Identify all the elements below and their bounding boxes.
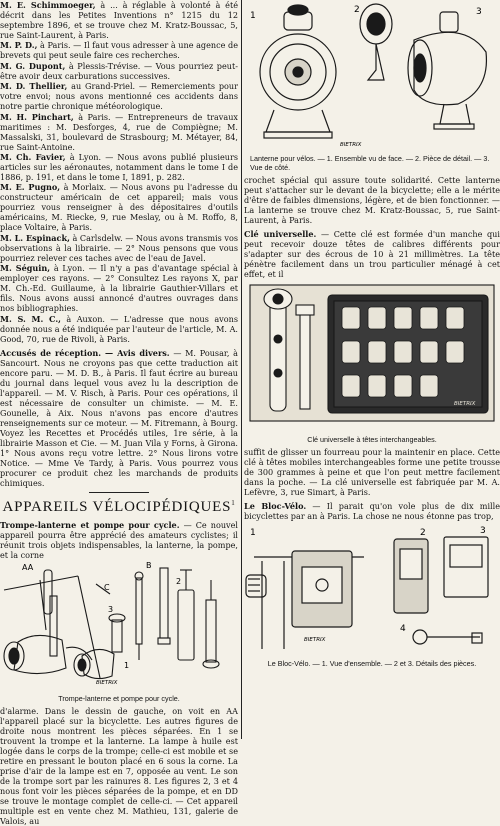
entry-name: M. G. Dupont,: [0, 60, 66, 71]
fig3-caption: Clé universelle à têtes interchangeables.: [307, 435, 437, 444]
fig4-signature: BIETRIX: [304, 637, 326, 643]
entry: [0, 0, 238, 40]
trompe-intro-text: — Ce nouvel appareil pourra être apprécié des amateurs cyclistes; il réunit trois objets indispensables, la lanterne, la pompe, et la corne: [0, 519, 239, 560]
receptions: [0, 348, 238, 488]
correspondence-entries: [0, 0, 238, 488]
figure-lanterne-velo: [244, 0, 500, 152]
fig4-label-4: 4: [400, 624, 406, 634]
entry-name: M. E. Schimmoeger,: [0, 0, 96, 10]
fig4-label-2: 2: [420, 528, 426, 538]
entry: [0, 263, 238, 313]
entry-text: à Auxon. — L'adresse que nous avons donnée nous a été indiquée par l'auteur de l'article, M. A. Good, 70, rue de Rivoli, à Paris.: [0, 313, 238, 344]
cle-illustration: [244, 279, 500, 429]
entry-text: à Carlsdelw. — Nous avons transmis vos observations à la librairie. — 2° Nous pensons que vous pourriez relever ces taches avec de l'eau de Javel.: [0, 232, 238, 263]
bloc-velo-illustration: [244, 521, 500, 653]
trompe-body: d'alarme. Dans le dessin de gauche, on voit en AA l'appareil placé sur la bicyclette. Les autres figures de droite nous montrent les pièces séparées. En 1 se trouvent la trompe et la lanterne. La lampe à huile est logée dans le corps de la trompe; celle-ci est mobile et se retire en pressant le bouton placé en 6 sous la corne. La prise d'air de la lampe est en 7, opposée au vent. Le son de la trompe sort par les rainures 8. Les figures 2, 3 et 4 nous font voir les pièces séparées de la pompe, et en DD se trouve le montage complet de celle-ci. — Cet appareil multiple est en vente chez M. Mathieu, 131, galerie de Valois, au: [0, 705, 238, 826]
fig4-label-3: 3: [480, 526, 486, 536]
receptions-text: — M. Pousar, à Sancourt. Nous ne croyons pas que cette traduction ait encore paru. — M. D. B., à Paris. Il faut écrire au bureau du journal dans lequel vous avez lu la description de l'appareil. — M. V. Risch, à Paris. Pour ces opérations, il est nécessaire de consulter un chimiste. — M. E. Gounelle, à Aix. Nous n'avons pas encore d'autres renseignements sur ce moteur. — M. Fitremann, à Bourg. Voyez les Recettes et Procédés utiles, 1re série, à la librairie Masson et Cie. — M. Juan Vila y Forns, à Girona. 1° Nous avons reçu votre lettre. 2° Nous lirons votre Notice. — Mme Ve Tardy, à Paris. Vous pourrez vous procurer ce produit chez les marchands de produits chimiques.: [0, 347, 238, 488]
figure-cle-universelle: [244, 279, 500, 433]
fig2-label-1: 1: [250, 11, 256, 21]
bloc-title: Le Bloc-Vélo.: [244, 501, 307, 511]
lanterne-illustration: [244, 0, 500, 148]
cle-body: suffit de glisser un fourreau pour la maintenir en place. Cette clé à têtes mobiles interchangeables forme une petite trousse de 300 grammes à peine et que l'on peut mettre facilement dans la poche. — La clé universelle est fabriquée par M. A. Lefèvre, 3, rue Simart, à Paris.: [244, 447, 500, 497]
fig1-label-2: 2: [176, 576, 182, 586]
entry-name: M. S. M. C.,: [0, 313, 61, 324]
left-column: [0, 0, 239, 826]
fig1-label-c: C: [104, 582, 110, 592]
trompe-intro: [0, 520, 238, 560]
entry-name: M. P. D.,: [0, 40, 38, 51]
entry-name: M. L. Espinack,: [0, 232, 70, 243]
entry-name: M. D. Thellier,: [0, 81, 68, 92]
entry-text: à Lyon. — Nous avons publié plusieurs articles sur les aéronautes, notamment dans le tome I de 1886, p. 191, et dans le tome I, 1891, p. 282.: [0, 151, 238, 182]
receptions-heading: Accusés de réception. — Avis divers.: [0, 347, 170, 358]
fig4-caption: Le Bloc-Vélo. — 1. Vue d'ensemble. — 2 et 3. Détails des pièces.: [267, 659, 477, 668]
fig3-signature: BIETRIX: [454, 401, 476, 407]
fig2-caption: Lanterne pour vélos. — 1. Ensemble vu de face. — 2. Pièce de détail. — 3. Vue de côté.: [250, 154, 490, 172]
fig1-label-aa: AA: [22, 562, 34, 572]
entry-text: à Plessis-Trévise. — Vous pourriez peut-être avoir deux carburations successives.: [0, 60, 238, 81]
fig2-label-3: 3: [476, 7, 482, 17]
section-title: [0, 499, 238, 516]
entry-text: à Paris. — Entrepreneurs de travaux maritimes : M. Desforges, 4, rue de Compiègne; M. Massalski, 31, boulevard de Strasbourg; M. Métayer, 84, rue Saint-Antoine.: [0, 111, 238, 152]
entry-text: au Grand-Priel. — Remerciements pour votre envoi; nous avons mentionné ces accidents dans notre partie chronique météorologique.: [0, 81, 238, 112]
cle-intro: [244, 229, 500, 279]
section-title-text: APPAREILS VÉLOCIPÉDIQUES: [2, 498, 232, 515]
entry-text: à Morlaix. — Nous avons pu l'adresse du constructeur américain de cet appareil; mais vous pourriez vous renseigner à des dépositaires d'outils américains, M. Riecke, 9, rue Meslay, ou à M. Roffo, 8, place Voltaire, à Paris.: [0, 182, 238, 233]
fig1-label-1: 1: [124, 660, 130, 670]
fig1-label-3: 3: [108, 604, 114, 614]
fig2-signature: BIETRIX: [340, 142, 362, 148]
entry: [0, 182, 238, 232]
footnote-mark: 1: [231, 498, 236, 507]
entry-name: M. Séguin,: [0, 263, 51, 274]
fig1-label-b: B: [146, 560, 152, 570]
entry-name: M. E. Pugno,: [0, 182, 61, 193]
figure-bloc-velo: [244, 521, 500, 657]
entry-text: à ... à réglable à volonté à été décrit dans les Petites Inventions n° 1215 du 12 septembre 1896, et se trouve chez M. Kratz-Boussac, 5, rue Saint-Laurent, à Paris.: [0, 0, 238, 40]
entry: [0, 112, 238, 152]
section-divider: [89, 492, 149, 493]
entry: [0, 233, 238, 263]
trompe-title: Trompe-lanterne et pompe pour cycle.: [0, 519, 180, 530]
bloc-intro-text: — Il parait qu'on vole plus de dix mille bicyclettes par an à Paris. La chose ne nous étonne pas trop,: [244, 501, 500, 521]
fig4-label-1: 1: [250, 528, 256, 538]
entry-text: à Lyon. — Il n'y a pas d'avantage spécial à employer ces rayons. — 2° Consultez Les rayons X, par M. Ch.-Ed. Guillaume, à la librairie Gauthier-Villars et fils. Nous avons aussi annoncé d'autres ouvrages dans nos bibliographies.: [0, 263, 238, 314]
bloc-intro: [244, 501, 500, 521]
entry: [0, 40, 238, 60]
entry-name: M. Ch. Favier,: [0, 151, 66, 162]
figure-trompe-lanterne: [0, 560, 238, 692]
right-column: [244, 0, 500, 739]
trompe-lanterne-illustration: [0, 560, 238, 688]
fig2-label-2: 2: [354, 5, 360, 15]
cle-intro-text: — Cette clé est formée d'un manche qui peut recevoir douze têtes de calibres différents pour s'adapter sur des écrous de 10 à 21 millimètres. La tête pénètre facilement dans un trou particulier ménagé à cet effet, et il: [244, 229, 500, 279]
entry-text: à Paris. — Il faut vous adresser à une agence de brevets qui peut seule faire ces recherches.: [0, 40, 239, 61]
cle-title: Clé universelle.: [244, 229, 317, 239]
entry: [0, 314, 238, 344]
lantern-text: crochet spécial qui assure toute solidarité. Cette lanterne peut s'attacher sur le devant de la bicyclette; elle a le mérite d'être de faibles dimensions, légère, et de bien fonctionner. — La lanterne se trouve chez M. Kratz-Boussac, 5, rue Saint-Laurent, à Paris.: [244, 175, 500, 225]
entry: [0, 61, 238, 81]
entry: [0, 81, 238, 111]
entry: [0, 152, 238, 182]
column-rule: [241, 0, 242, 739]
entry-name: M. H. Pinchart,: [0, 111, 74, 122]
fig1-caption: Trompe-lanterne et pompe pour cycle.: [58, 693, 180, 703]
fig1-signature: BIETRIX: [96, 679, 118, 686]
